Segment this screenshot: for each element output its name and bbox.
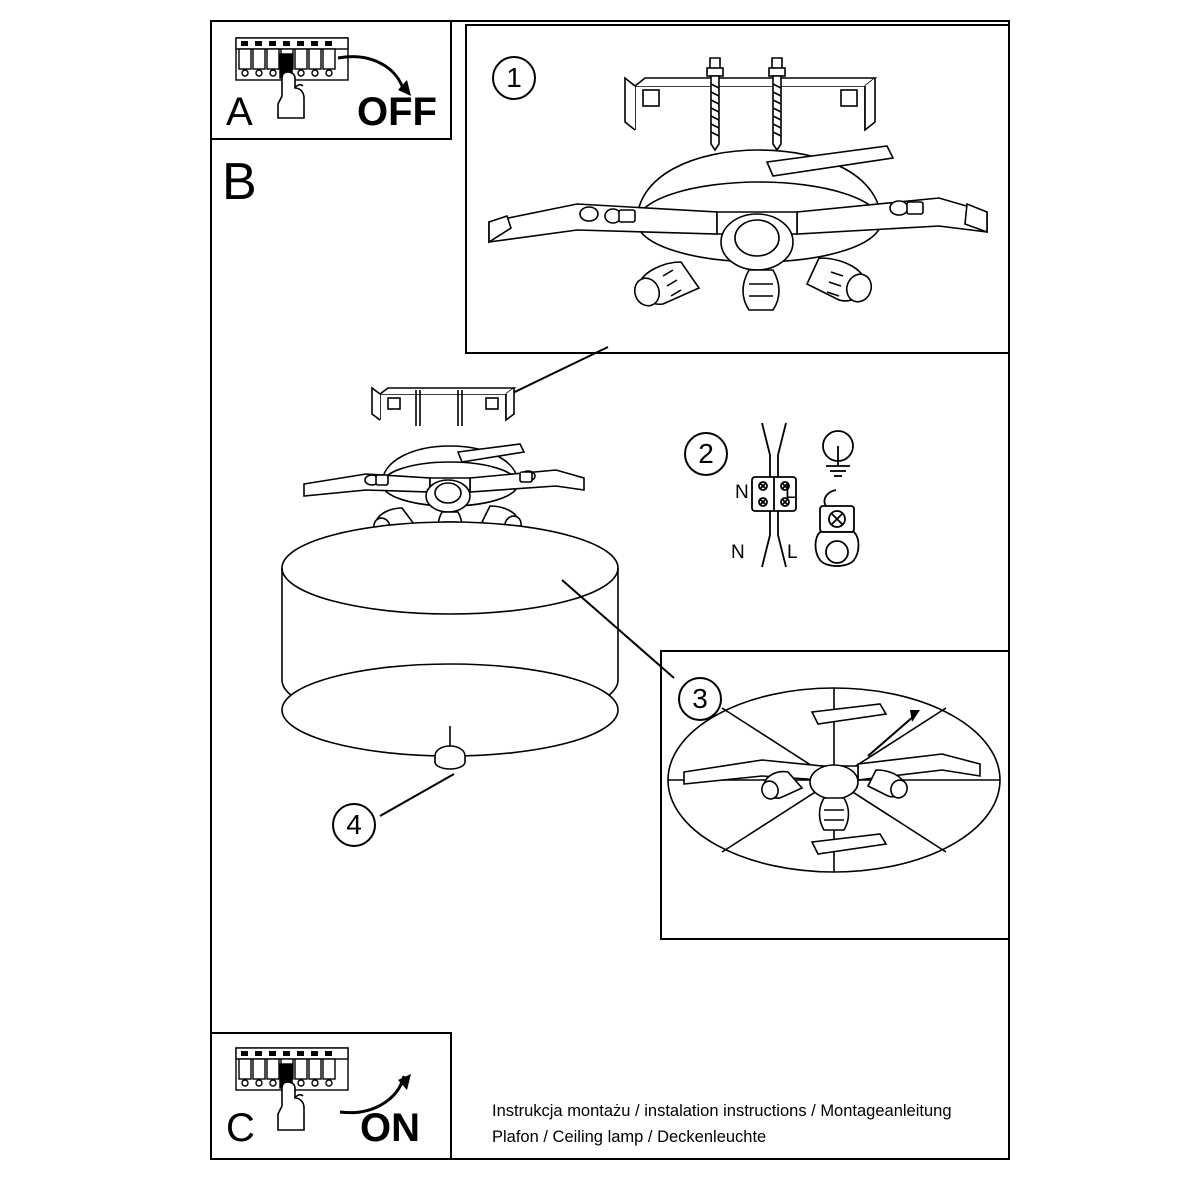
footer-title-line: Instrukcja montażu / instalation instructions / Montageanleitung [492,1102,952,1120]
step-1-graphic [467,26,1008,352]
leader-line-step3 [560,578,680,688]
step-2-number: 2 [698,438,714,469]
panel-a [210,20,452,140]
panel-c [210,1032,452,1160]
panel-c-action-label: ON [360,1106,420,1150]
terminal-block-icon [806,488,872,574]
footer-text [492,1098,992,1150]
wiring-label-n-top: N [735,482,749,503]
panel-a-action-label: OFF [357,90,437,134]
step-1-number: 1 [506,62,522,93]
step-2-number-badge [684,432,728,476]
step-3-number: 3 [692,683,708,714]
wiring-label-n-bottom: N [731,542,745,563]
wiring-label-l-bottom: L [787,542,798,563]
footer-subtitle-line: Plafon / Ceiling lamp / Deckenleuchte [492,1128,767,1146]
panel-b-letter: B [222,153,257,211]
panel-c-letter: C [226,1106,255,1150]
step-1-number-badge [492,56,536,100]
panel-a-letter: A [226,90,253,134]
step-4-number: 4 [346,809,362,840]
step-4-number-badge [332,803,376,847]
earth-ground-icon [808,428,868,480]
wiring-label-l-top: L [785,482,796,503]
leader-line-step4 [378,770,458,820]
step-3-number-badge [678,677,722,721]
step-1-frame [465,24,1010,354]
